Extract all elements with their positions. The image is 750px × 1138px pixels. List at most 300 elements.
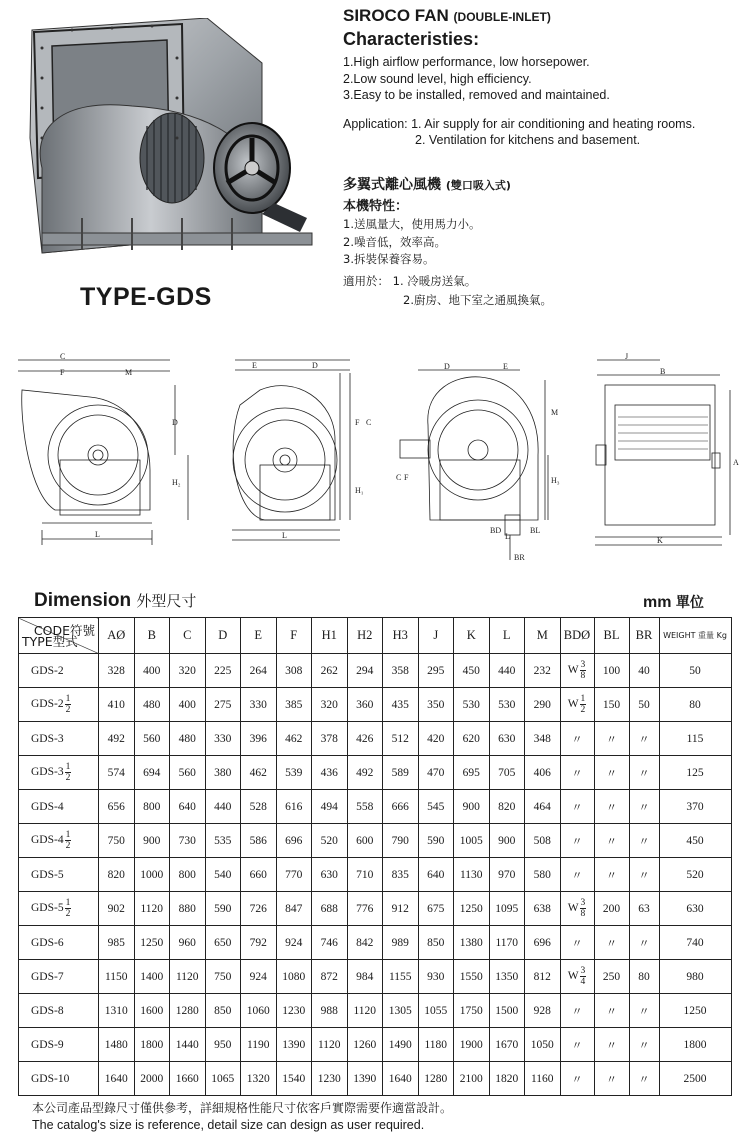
value-cell: 930 xyxy=(418,960,454,994)
value-cell: 850 xyxy=(205,994,241,1028)
value-cell: 792 xyxy=(241,926,277,960)
bl-cell: 〃 xyxy=(594,926,629,960)
value-cell: 1250 xyxy=(134,926,170,960)
value-cell: 1280 xyxy=(170,994,206,1028)
fraction-denominator: 2 xyxy=(65,773,71,783)
value-cell: 1190 xyxy=(241,1028,277,1062)
value-cell: 400 xyxy=(134,654,170,688)
col-header-k: K xyxy=(454,618,490,654)
model-cell xyxy=(19,892,99,926)
value-cell: 462 xyxy=(241,756,277,790)
value-cell: 776 xyxy=(347,892,383,926)
bl-cell: 150 xyxy=(594,688,629,722)
fraction-numerator: 3 xyxy=(580,660,586,670)
table-row xyxy=(19,926,732,960)
dimension-table-body xyxy=(19,654,732,1096)
value-cell: 560 xyxy=(170,756,206,790)
label-F-2: F xyxy=(355,418,360,427)
col-header-h2: H2 xyxy=(347,618,383,654)
bd-prefix: W xyxy=(567,970,579,983)
value-cell: 320 xyxy=(312,688,348,722)
value-cell: 1230 xyxy=(312,1062,348,1096)
value-cell: 1660 xyxy=(170,1062,206,1096)
value-cell: 225 xyxy=(205,654,241,688)
label-M: M xyxy=(125,368,133,377)
bd-fraction xyxy=(580,966,587,987)
model-cell xyxy=(19,1062,99,1096)
characteristics-list xyxy=(343,54,610,104)
model-name: GDS-3 xyxy=(31,766,64,779)
bd-cell xyxy=(560,654,594,688)
model-name: GDS-2 xyxy=(31,698,64,711)
chinese-feature-item: 3.拆裝保養容易。 xyxy=(343,252,435,266)
weight-cell: 450 xyxy=(659,824,731,858)
value-cell: 1055 xyxy=(418,994,454,1028)
label-M-3: M xyxy=(551,408,559,417)
col-header-weight: WEIGHT 重量 Kg xyxy=(659,618,731,654)
value-cell: 705 xyxy=(489,756,525,790)
value-cell: 330 xyxy=(205,722,241,756)
value-cell: 264 xyxy=(241,654,277,688)
model-cell xyxy=(19,1028,99,1062)
value-cell: 530 xyxy=(454,688,490,722)
value-cell: 1155 xyxy=(383,960,419,994)
bl-cell: 250 xyxy=(594,960,629,994)
bl-cell: 〃 xyxy=(594,1062,629,1096)
fraction-denominator: 4 xyxy=(580,977,586,987)
fraction-numerator: 1 xyxy=(65,898,71,908)
value-cell: 850 xyxy=(418,926,454,960)
value-cell: 492 xyxy=(347,756,383,790)
value-cell: 464 xyxy=(525,790,561,824)
value-cell: 328 xyxy=(99,654,135,688)
value-cell: 2000 xyxy=(134,1062,170,1096)
label-B: B xyxy=(660,367,666,376)
value-cell: 1120 xyxy=(347,994,383,1028)
value-cell: 630 xyxy=(312,858,348,892)
model-fraction xyxy=(65,762,72,783)
drawing-side-view xyxy=(400,370,548,560)
fraction-numerator: 1 xyxy=(580,694,586,704)
value-cell: 360 xyxy=(347,688,383,722)
value-cell: 290 xyxy=(525,688,561,722)
chinese-features-heading: 本機特性： xyxy=(343,199,409,214)
value-cell: 842 xyxy=(347,926,383,960)
value-cell: 694 xyxy=(134,756,170,790)
value-cell: 435 xyxy=(383,688,419,722)
table-row xyxy=(19,688,732,722)
model-cell xyxy=(19,824,99,858)
table-header-row xyxy=(19,618,732,654)
fraction-numerator: 1 xyxy=(65,762,71,772)
table-row xyxy=(19,654,732,688)
br-cell: 63 xyxy=(629,892,659,926)
bd-cell: 〃 xyxy=(560,926,594,960)
model-name: GDS-10 xyxy=(31,1072,70,1085)
value-cell: 494 xyxy=(312,790,348,824)
value-cell: 420 xyxy=(418,722,454,756)
col-header-j: J xyxy=(418,618,454,654)
model-cell xyxy=(19,790,99,824)
corner-code-label: CODE符號 xyxy=(33,623,95,638)
value-cell: 750 xyxy=(99,824,135,858)
bl-cell: 200 xyxy=(594,892,629,926)
value-cell: 960 xyxy=(170,926,206,960)
br-cell: 80 xyxy=(629,960,659,994)
application-line-2: 2. Ventilation for kitchens and basement. xyxy=(415,133,641,147)
value-cell: 385 xyxy=(276,688,312,722)
value-cell: 560 xyxy=(134,722,170,756)
bd-cell: 〃 xyxy=(560,1062,594,1096)
weight-cell: 80 xyxy=(659,688,731,722)
chinese-application-line-2: 2.廚房、地下室之通風換氣。 xyxy=(403,293,552,307)
weight-cell: 1800 xyxy=(659,1028,731,1062)
table-row xyxy=(19,722,732,756)
bd-prefix: W xyxy=(567,902,579,915)
bd-prefix: W xyxy=(567,664,579,677)
bd-cell xyxy=(560,892,594,926)
value-cell: 1000 xyxy=(134,858,170,892)
characteristics-heading: Characteristies: xyxy=(343,29,480,49)
dimension-drawings xyxy=(0,345,750,580)
value-cell: 1540 xyxy=(276,1062,312,1096)
col-header-bd: BDØ xyxy=(560,618,594,654)
value-cell: 540 xyxy=(205,858,241,892)
model-cell xyxy=(19,654,99,688)
col-header-b: B xyxy=(134,618,170,654)
br-cell: 〃 xyxy=(629,722,659,756)
value-cell: 750 xyxy=(205,960,241,994)
bd-cell: 〃 xyxy=(560,722,594,756)
label-L: L xyxy=(95,530,100,539)
value-cell: 295 xyxy=(418,654,454,688)
value-cell: 590 xyxy=(418,824,454,858)
footer-note-en: The catalog's size is reference, detail size can design as user required. xyxy=(32,1118,425,1132)
value-cell: 358 xyxy=(383,654,419,688)
col-header-e: E xyxy=(241,618,277,654)
value-cell: 1550 xyxy=(454,960,490,994)
table-row xyxy=(19,1062,732,1096)
value-cell: 545 xyxy=(418,790,454,824)
weight-cell: 2500 xyxy=(659,1062,731,1096)
dimension-unit xyxy=(643,592,704,612)
bd-cell: 〃 xyxy=(560,790,594,824)
model-name: GDS-6 xyxy=(31,936,64,949)
model-name: GDS-4 xyxy=(31,800,64,813)
value-cell: 696 xyxy=(276,824,312,858)
drawing-front-view-2 xyxy=(232,360,350,540)
table-row xyxy=(19,892,732,926)
value-cell: 440 xyxy=(489,654,525,688)
value-cell: 1230 xyxy=(276,994,312,1028)
chinese-feature-item: 1.送風量大，使用馬力小。 xyxy=(343,217,481,231)
value-cell: 348 xyxy=(525,722,561,756)
value-cell: 640 xyxy=(170,790,206,824)
table-row xyxy=(19,858,732,892)
dimension-heading xyxy=(34,590,196,612)
value-cell: 440 xyxy=(205,790,241,824)
value-cell: 1600 xyxy=(134,994,170,1028)
value-cell: 330 xyxy=(241,688,277,722)
fraction-denominator: 2 xyxy=(65,909,71,919)
value-cell: 924 xyxy=(276,926,312,960)
chinese-title-main: 多翼式離心風機 xyxy=(343,177,441,193)
model-cell xyxy=(19,722,99,756)
col-header-c: C xyxy=(170,618,206,654)
value-cell: 812 xyxy=(525,960,561,994)
chinese-title-sub: (雙口吸入式) xyxy=(445,179,511,192)
value-cell: 436 xyxy=(312,756,348,790)
value-cell: 928 xyxy=(525,994,561,1028)
value-cell: 1120 xyxy=(312,1028,348,1062)
col-header-f: F xyxy=(276,618,312,654)
value-cell: 410 xyxy=(99,688,135,722)
value-cell: 984 xyxy=(347,960,383,994)
weight-cell: 740 xyxy=(659,926,731,960)
value-cell: 1820 xyxy=(489,1062,525,1096)
bd-cell: 〃 xyxy=(560,858,594,892)
fraction-denominator: 2 xyxy=(65,841,71,851)
model-name: GDS-3 xyxy=(31,732,64,745)
value-cell: 1060 xyxy=(241,994,277,1028)
weight-cell: 125 xyxy=(659,756,731,790)
value-cell: 589 xyxy=(383,756,419,790)
value-cell: 1350 xyxy=(489,960,525,994)
value-cell: 2100 xyxy=(454,1062,490,1096)
label-H3: H₃ xyxy=(551,476,560,485)
application-text xyxy=(343,116,695,148)
value-cell: 1280 xyxy=(418,1062,454,1096)
value-cell: 1390 xyxy=(276,1028,312,1062)
value-cell: 558 xyxy=(347,790,383,824)
chinese-application-line-1: 適用於： 1. 冷暖房送氣。 xyxy=(343,274,477,288)
fraction-denominator: 2 xyxy=(65,705,71,715)
value-cell: 1120 xyxy=(170,960,206,994)
br-cell: 50 xyxy=(629,688,659,722)
value-cell: 590 xyxy=(205,892,241,926)
label-C-3: C xyxy=(396,473,402,482)
value-cell: 470 xyxy=(418,756,454,790)
bl-cell: 〃 xyxy=(594,858,629,892)
value-cell: 770 xyxy=(276,858,312,892)
value-cell: 535 xyxy=(205,824,241,858)
chinese-title xyxy=(343,174,511,194)
value-cell: 1320 xyxy=(241,1062,277,1096)
weight-cell: 980 xyxy=(659,960,731,994)
fan-title-sub: (DOUBLE-INLET) xyxy=(453,10,551,24)
label-L-2: L xyxy=(282,531,287,540)
dimension-title: Dimension xyxy=(34,590,132,611)
br-cell: 〃 xyxy=(629,756,659,790)
value-cell: 480 xyxy=(134,688,170,722)
value-cell: 656 xyxy=(99,790,135,824)
table-row xyxy=(19,790,732,824)
drawing-front-view-1 xyxy=(18,360,188,545)
label-H1: H₁ xyxy=(355,486,364,495)
label-C: C xyxy=(60,352,66,361)
value-cell: 696 xyxy=(525,926,561,960)
model-name: GDS-5 xyxy=(31,868,64,881)
weight-cell: 520 xyxy=(659,858,731,892)
value-cell: 580 xyxy=(525,858,561,892)
dimension-table xyxy=(18,617,732,1096)
value-cell: 1900 xyxy=(454,1028,490,1062)
value-cell: 1640 xyxy=(383,1062,419,1096)
value-cell: 730 xyxy=(170,824,206,858)
value-cell: 800 xyxy=(134,790,170,824)
bd-cell: 〃 xyxy=(560,824,594,858)
bl-cell: 〃 xyxy=(594,1028,629,1062)
value-cell: 1170 xyxy=(489,926,525,960)
model-cell xyxy=(19,858,99,892)
bd-cell: 〃 xyxy=(560,994,594,1028)
br-cell: 〃 xyxy=(629,858,659,892)
value-cell: 790 xyxy=(383,824,419,858)
bd-fraction xyxy=(580,694,587,715)
value-cell: 308 xyxy=(276,654,312,688)
value-cell: 1050 xyxy=(525,1028,561,1062)
corner-type-label: TYPE型式 xyxy=(22,634,78,649)
unit-mm: mm xyxy=(643,594,672,611)
label-H2: H₂ xyxy=(172,478,181,487)
value-cell: 820 xyxy=(99,858,135,892)
fan-title-main: SIROCO FAN xyxy=(343,6,449,25)
label-A: A xyxy=(733,458,739,467)
value-cell: 406 xyxy=(525,756,561,790)
product-type-label: TYPE-GDS xyxy=(80,283,212,311)
col-header-d: D xyxy=(205,618,241,654)
value-cell: 912 xyxy=(383,892,419,926)
fraction-numerator: 1 xyxy=(65,830,71,840)
weight-cell: 370 xyxy=(659,790,731,824)
fan-product-illustration xyxy=(22,18,322,256)
value-cell: 620 xyxy=(454,722,490,756)
bd-fraction xyxy=(580,660,587,681)
bd-fraction xyxy=(580,898,587,919)
value-cell: 880 xyxy=(170,892,206,926)
col-header-h1: H1 xyxy=(312,618,348,654)
value-cell: 1120 xyxy=(134,892,170,926)
value-cell: 1260 xyxy=(347,1028,383,1062)
value-cell: 1500 xyxy=(489,994,525,1028)
label-D-2: D xyxy=(312,361,318,370)
bd-cell: 〃 xyxy=(560,1028,594,1062)
value-cell: 520 xyxy=(312,824,348,858)
table-corner-header xyxy=(19,618,99,654)
model-cell xyxy=(19,926,99,960)
table-row xyxy=(19,756,732,790)
model-fraction xyxy=(65,694,72,715)
value-cell: 492 xyxy=(99,722,135,756)
label-D: D xyxy=(172,418,178,427)
br-cell: 40 xyxy=(629,654,659,688)
value-cell: 989 xyxy=(383,926,419,960)
table-row xyxy=(19,1028,732,1062)
value-cell: 1480 xyxy=(99,1028,135,1062)
chinese-features-list xyxy=(343,216,480,269)
chinese-application xyxy=(343,272,552,310)
value-cell: 1305 xyxy=(383,994,419,1028)
col-header-m: M xyxy=(525,618,561,654)
value-cell: 660 xyxy=(241,858,277,892)
col-header-h3: H3 xyxy=(383,618,419,654)
value-cell: 1400 xyxy=(134,960,170,994)
value-cell: 1180 xyxy=(418,1028,454,1062)
value-cell: 600 xyxy=(347,824,383,858)
value-cell: 688 xyxy=(312,892,348,926)
weight-cell: 630 xyxy=(659,892,731,926)
value-cell: 800 xyxy=(170,858,206,892)
value-cell: 900 xyxy=(134,824,170,858)
label-K: K xyxy=(657,536,663,545)
model-cell xyxy=(19,994,99,1028)
value-cell: 1440 xyxy=(170,1028,206,1062)
value-cell: 512 xyxy=(383,722,419,756)
value-cell: 1150 xyxy=(99,960,135,994)
value-cell: 710 xyxy=(347,858,383,892)
value-cell: 900 xyxy=(454,790,490,824)
label-C-2: C xyxy=(366,418,372,427)
label-F: F xyxy=(60,368,65,377)
model-fraction xyxy=(65,830,72,851)
bd-cell xyxy=(560,960,594,994)
characteristic-item: 3.Easy to be installed, removed and maintained. xyxy=(343,88,610,102)
bl-cell: 〃 xyxy=(594,790,629,824)
value-cell: 640 xyxy=(418,858,454,892)
value-cell: 1005 xyxy=(454,824,490,858)
value-cell: 924 xyxy=(241,960,277,994)
bd-cell: 〃 xyxy=(560,756,594,790)
value-cell: 1640 xyxy=(99,1062,135,1096)
value-cell: 1095 xyxy=(489,892,525,926)
value-cell: 835 xyxy=(383,858,419,892)
value-cell: 396 xyxy=(241,722,277,756)
value-cell: 380 xyxy=(205,756,241,790)
model-name: GDS-5 xyxy=(31,902,64,915)
fraction-numerator: 1 xyxy=(65,694,71,704)
characteristic-item: 2.Low sound level, high efficiency. xyxy=(343,71,532,86)
model-fraction xyxy=(65,898,72,919)
value-cell: 378 xyxy=(312,722,348,756)
bl-cell: 〃 xyxy=(594,756,629,790)
value-cell: 1080 xyxy=(276,960,312,994)
fraction-numerator: 3 xyxy=(580,966,586,976)
value-cell: 950 xyxy=(205,1028,241,1062)
br-cell: 〃 xyxy=(629,790,659,824)
dimension-title-zh: 外型尺寸 xyxy=(136,592,197,610)
unit-zh: 單位 xyxy=(675,595,704,611)
value-cell: 746 xyxy=(312,926,348,960)
value-cell: 1380 xyxy=(454,926,490,960)
col-header-bl: BL xyxy=(594,618,629,654)
fraction-denominator: 8 xyxy=(580,909,586,919)
weight-cell: 1250 xyxy=(659,994,731,1028)
value-cell: 616 xyxy=(276,790,312,824)
value-cell: 675 xyxy=(418,892,454,926)
value-cell: 1250 xyxy=(454,892,490,926)
value-cell: 900 xyxy=(489,824,525,858)
value-cell: 630 xyxy=(489,722,525,756)
table-row xyxy=(19,994,732,1028)
value-cell: 902 xyxy=(99,892,135,926)
value-cell: 400 xyxy=(170,688,206,722)
model-name: GDS-7 xyxy=(31,970,64,983)
model-name: GDS-2 xyxy=(31,664,64,677)
bl-cell: 〃 xyxy=(594,824,629,858)
weight-cell: 115 xyxy=(659,722,731,756)
model-cell xyxy=(19,756,99,790)
characteristic-item: 1.High airflow performance, low horsepower. xyxy=(343,55,590,69)
